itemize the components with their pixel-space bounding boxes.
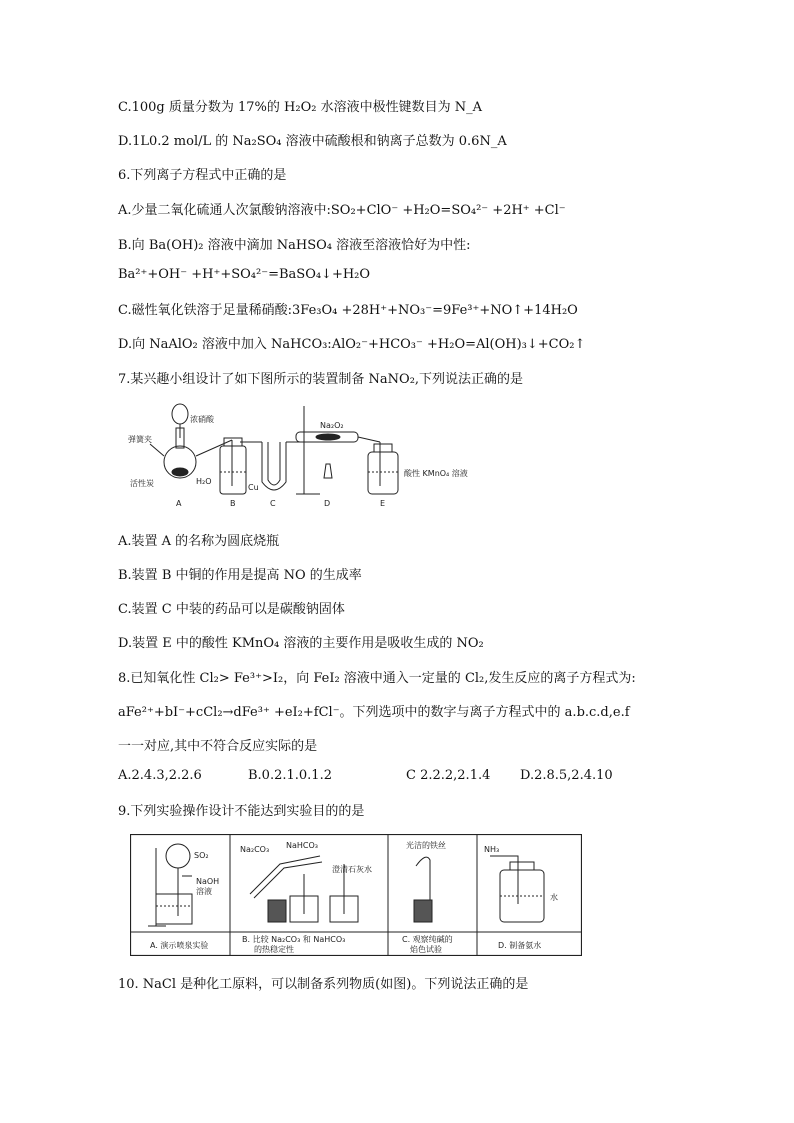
label-b: B — [230, 499, 236, 508]
label-so2: SO₂ — [194, 851, 209, 860]
label-water-d: 水 — [550, 893, 558, 902]
q7-option-a: A.装置 A 的名称为圆底烧瓶 — [118, 534, 280, 549]
label-c: C — [270, 499, 276, 508]
question-7: 7.某兴趣小组设计了如下图所示的装置制备 NaNO₂,下列说法正确的是 — [118, 372, 524, 387]
caption-b-line2: 的热稳定性 — [254, 945, 294, 954]
question-6: 6.下列离子方程式中正确的是 — [118, 168, 287, 183]
caption-a: A. 演示喷泉实验 — [150, 941, 209, 950]
q6-option-c: C.磁性氧化铁溶于足量稀硝酸:3Fe₃O₄ +28H⁺+NO₃⁻=9Fe³⁺+NO↑+14H₂O — [118, 303, 578, 318]
q7-option-b: B.装置 B 中铜的作用是提高 NO 的生成率 — [118, 568, 362, 583]
q6-option-d: D.向 NaAlO₂ 溶液中加入 NaHCO₃:AlO₂⁻+HCO₃⁻ +H₂O=Al(OH)₃↓+CO₂↑ — [118, 337, 586, 352]
q7-option-d: D.装置 E 中的酸性 KMnO₄ 溶液的主要作用是吸收生成的 NO₂ — [118, 636, 484, 651]
label-cu: Cu — [248, 483, 259, 492]
line-c-h2o2: C.100g 质量分数为 17%的 H₂O₂ 水溶液中极性键数目为 N_A — [118, 100, 482, 115]
label-na2o2: Na₂O₂ — [320, 421, 344, 430]
question-8: 8.已知氧化性 Cl₂> Fe³⁺>I₂，向 FeI₂ 溶液中通入一定量的 Cl₂,发生反应的离子方程式为: — [118, 671, 636, 686]
label-d: D — [324, 499, 331, 508]
line-d-na2so4: D.1L0.2 mol/L 的 Na₂SO₄ 溶液中硫酸根和钠离子总数为 0.6N_A — [118, 134, 507, 149]
label-nahco3: NaHCO₃ — [286, 841, 318, 850]
label-water: H₂O — [196, 477, 212, 486]
label-spring-clip: 弹簧夹 — [128, 435, 152, 444]
label-naoh-solution: 溶液 — [196, 887, 212, 896]
question-9: 9.下列实验操作设计不能达到实验目的的是 — [118, 804, 365, 819]
label-conc-nitric: 浓硝酸 — [190, 415, 214, 424]
question-8-equation: aFe²⁺+bI⁻+cCl₂→dFe³⁺ +eI₂+fCl⁻。下列选项中的数字与离子方程式中的 a.b.c.d,e.f — [118, 705, 630, 720]
label-e: E — [380, 499, 386, 508]
label-kmno4: 酸性 KMnO₄ 溶液 — [404, 469, 468, 478]
caption-b-line1: B. 比较 Na₂CO₃ 和 NaHCO₃ — [242, 935, 346, 944]
caption-c-line2: 焰色试验 — [410, 945, 442, 954]
q6-option-b-equation: Ba²⁺+OH⁻ +H⁺+SO₄²⁻=BaSO₄↓+H₂O — [118, 267, 371, 282]
label-iron-wire: 光洁的铁丝 — [406, 841, 446, 850]
q8-option-d: D.2.8.5,2.4.10 — [520, 768, 613, 783]
apparatus-figure-q7 — [128, 398, 498, 510]
label-limewater: 澄清石灰水 — [332, 865, 372, 874]
label-a: A — [176, 499, 182, 508]
q6-option-b: B.向 Ba(OH)₂ 溶液中滴加 NaHSO₄ 溶液至溶液恰好为中性: — [118, 238, 471, 253]
apparatus-figure-q9 — [130, 834, 582, 956]
label-naoh: NaOH — [196, 877, 220, 886]
q8-option-c: C 2.2.2,2.1.4 — [406, 768, 491, 783]
label-na2co3: Na₂CO₃ — [240, 845, 270, 854]
q8-option-b: B.0.2.1.0.1.2 — [248, 768, 332, 783]
q8-option-a: A.2.4.3,2.2.6 — [118, 768, 202, 783]
caption-c-line1: C. 观察纯碱的 — [402, 935, 453, 944]
label-nh3: NH₃ — [484, 845, 500, 854]
caption-d: D. 制备氨水 — [498, 941, 542, 950]
question-8-cont: 一一对应,其中不符合反应实际的是 — [118, 739, 318, 754]
q7-option-c: C.装置 C 中装的药品可以是碳酸钠固体 — [118, 602, 345, 617]
label-charcoal: 活性炭 — [130, 479, 154, 488]
q6-option-a: A.少量二氧化硫通人次氯酸钠溶液中:SO₂+ClO⁻ +H₂O=SO₄²⁻ +2H⁺ +Cl⁻ — [118, 203, 566, 218]
question-10: 10. NaCl 是种化工原料，可以制备系列物质(如图)。下列说法正确的是 — [118, 977, 529, 992]
